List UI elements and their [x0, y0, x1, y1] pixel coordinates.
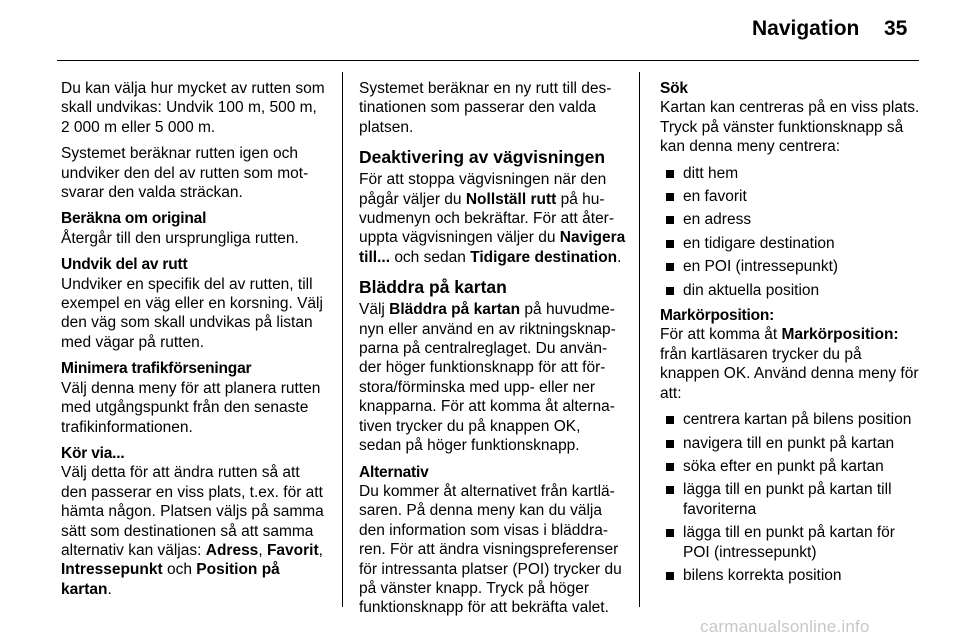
separator: .: [617, 248, 622, 266]
paragraph: Systemet beräknar en ny rutt till des- tinationen som passerar den valda platsen.: [359, 80, 612, 136]
bold-term: Adress: [205, 541, 259, 559]
section-search: [660, 79, 922, 157]
list-item-text: söka efter en punkt på kartan: [683, 457, 884, 475]
section-heading: Beräkna om original: [61, 210, 207, 228]
text: och sedan: [394, 248, 466, 266]
list-item-text: ditt hem: [683, 164, 739, 182]
section-text: Välj denna meny för att planera rutten med utgångspunkt från den senaste trafikinformationen.: [61, 379, 321, 436]
bold-term: Nollställ rutt: [465, 190, 557, 208]
list-item-text: en favorit: [683, 188, 747, 206]
separator: .: [107, 580, 112, 598]
list-item: [660, 187, 922, 206]
paragraph: [359, 170, 626, 267]
bold-term: Bläddra på kartan: [389, 301, 521, 319]
bold-term: Favorit: [266, 541, 319, 559]
list-item-text: en tidigare destination: [683, 234, 835, 252]
section-text: Kartan kan centreras på en viss plats. Tryck på vänster funktionsknapp så kan denna meny centrera:: [660, 99, 920, 156]
text: från kartläsaren trycker du på knappen OK. Använd denna meny för att:: [660, 345, 919, 402]
column-divider-2: [639, 72, 640, 607]
column-divider-1: [342, 72, 343, 607]
bullet-icon: [666, 263, 674, 271]
section-minimize-delays: [61, 359, 326, 437]
text: För att stoppa vägvisningen när den pågår väljer du: [359, 171, 607, 208]
section-heading: Markörposition:: [660, 307, 775, 325]
text: på hu- vudmenyn och bekräftar. För att åter- uppta vägvisningen väljer du: [359, 190, 615, 247]
list-item-text: navigera till en punkt på kartan: [683, 434, 895, 452]
bullet-icon: [666, 440, 674, 448]
list-item: [660, 257, 922, 276]
section-heading: Alternativ: [359, 463, 429, 481]
list-item: [660, 523, 922, 562]
column-2: [359, 79, 626, 625]
bold-term: Tidigare destination: [470, 248, 618, 266]
bold-term: Navigera till...: [359, 229, 626, 266]
text: Välj: [359, 301, 385, 319]
text: För att komma åt: [660, 326, 778, 344]
list-item-text: en POI (intressepunkt): [683, 258, 839, 276]
watermark: carmanualsonline.info: [700, 617, 870, 636]
bold-term: Intressepunkt: [61, 561, 163, 579]
bullet-icon: [666, 193, 674, 201]
section-text: Välj detta för att ändra rutten så att den passerar en viss plats, t.ex. för att hämta någon. Platsen väljs på samma sätt som destinationen så att samma alternativ kan väljas:: [61, 464, 324, 559]
bold-term: Position på kartan: [61, 561, 280, 598]
header-rule: [57, 60, 919, 61]
bullet-icon: [666, 216, 674, 224]
section-drive-via: [61, 444, 326, 599]
list-item: [660, 457, 922, 476]
section-text: Återgår till den ursprungliga rutten.: [61, 229, 299, 247]
section-cursor-position: [660, 306, 922, 403]
list-item: [660, 410, 922, 429]
conjunction: och: [166, 561, 192, 579]
separator: ,: [258, 541, 263, 559]
bullet-icon: [666, 572, 674, 580]
heading-browse-map: Bläddra på kartan: [359, 277, 507, 298]
bullet-icon: [666, 170, 674, 178]
section-text: Du kommer åt alternativet från kartlä- saren. På denna meny kan du välja den information som visas i bläddra- ren. För att ändra visningspreferenser för intressanta platser (POI) trycker du på vänster knapp. Tryck på höger funktionsknapp för att bekräfta valet.: [359, 482, 622, 617]
paragraph: [359, 300, 626, 455]
section-heading: Sök: [660, 80, 688, 97]
bullet-icon: [666, 486, 674, 494]
center-options-list: [660, 164, 922, 300]
column-3: [660, 79, 922, 589]
bullet-icon: [666, 463, 674, 471]
list-item-text: centrera kartan på bilens position: [683, 411, 912, 429]
column-1: [61, 79, 326, 606]
bullet-icon: [666, 240, 674, 248]
section-heading: Undvik del av rutt: [61, 256, 188, 274]
list-item: [660, 480, 922, 519]
section-recalculate: [61, 209, 326, 248]
cursor-options-list: [660, 410, 922, 585]
list-item-text: bilens korrekta position: [683, 566, 842, 584]
heading-deactivate: Deaktivering av vägvisningen: [359, 147, 606, 168]
section-avoid-part: [61, 255, 326, 352]
paragraph: Du kan välja hur mycket av rutten som skall undvikas: Undvik 100 m, 500 m, 2 000 m eller 5 000 m.: [61, 80, 325, 136]
list-item: [660, 164, 922, 183]
section-heading: Kör via...: [61, 444, 125, 462]
list-item-text: en adress: [683, 211, 752, 229]
list-item: [660, 234, 922, 253]
page-title: Navigation: [752, 17, 860, 40]
text: på huvudme- nyn eller använd en av riktningsknap- parna på centralreglaget. Du använ- der höger funktionsknapp för att för- stora/förminska med upp- eller ner knapparna. För att komma åt alterna- tiven trycker du på knappen OK, sedan på höger funktionsknapp.: [359, 301, 616, 455]
bullet-icon: [666, 416, 674, 424]
list-item: [660, 281, 922, 300]
list-item-text: lägga till en punkt på kartan till favoriterna: [683, 481, 892, 518]
list-item-text: din aktuella position: [683, 281, 820, 299]
bullet-icon: [666, 287, 674, 295]
section-heading: Minimera trafikförseningar: [61, 360, 252, 378]
list-item: [660, 566, 922, 585]
section-text: Undviker en specifik del av rutten, till exempel en väg eller en korsning. Välj den väg som skall undvikas på listan med vägar på rutten.: [61, 275, 323, 351]
list-item-text: lägga till en punkt på kartan för POI (intressepunkt): [683, 524, 895, 561]
bold-term: Markörposition:: [781, 326, 899, 344]
paragraph: Systemet beräknar rutten igen och undviker den del av rutten som mot- svarar den valda sträckan.: [61, 145, 309, 202]
page-number: 35: [884, 17, 908, 40]
section-alternatives: [359, 463, 626, 618]
list-item: [660, 434, 922, 453]
separator: ,: [318, 541, 323, 559]
list-item: [660, 210, 922, 229]
bullet-icon: [666, 529, 674, 537]
